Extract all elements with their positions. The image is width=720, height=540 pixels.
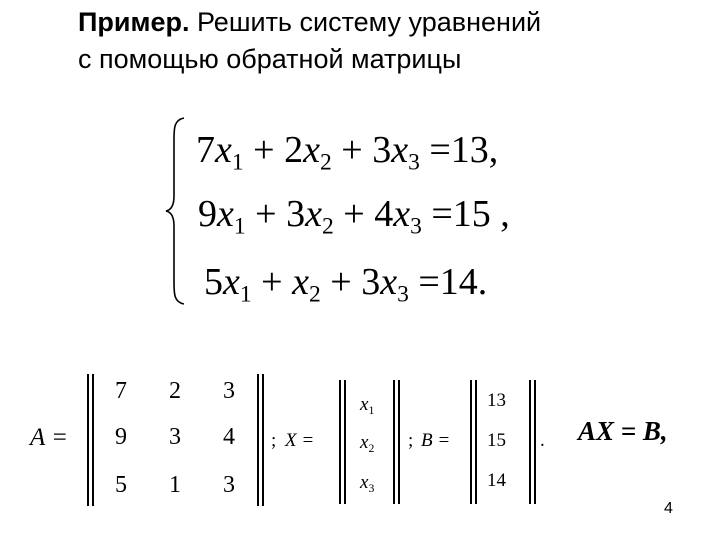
semicolon-2: ; [408,430,414,451]
title-line-1 [78,4,541,41]
vector-x-entry-3: $x_3$ [360,472,375,495]
matrix-a-cell: 3 [169,424,181,450]
matrix-a-left-bar-1 [87,374,89,506]
slide-title [78,4,541,78]
eq2-coef-2: 3 [286,193,306,235]
matrix-a-cell: 3 [223,378,235,404]
matrix-a-cell: 3 [223,472,235,498]
page-number: 4 [664,500,673,517]
matrix-a-cell: 5 [115,472,127,498]
eq2-var-3: $x_3$ [393,193,422,240]
matrix-a-cell: 1 [169,472,181,498]
vector-x-left-bar-1 [339,380,341,504]
eq3-rhs: 14. [439,261,488,303]
eq3-var-1: $x_1$ [223,261,252,308]
matrix-equation: AX = B, [578,416,668,446]
matrix-a-cell: 2 [169,378,181,404]
eq1-coef-3: 3 [372,129,392,171]
matrix-a-cell: 7 [115,378,127,404]
eq1-var-2: $x_2$ [303,129,332,176]
eq1-var-1: $x_1$ [215,129,244,176]
matrix-a-cell: 9 [115,424,127,450]
eq2-coef-3: 4 [374,193,394,235]
equation-row-1 [196,130,498,183]
semicolon-1: ; [271,430,277,451]
eq3-var-2: $x_2$ [292,261,321,308]
eq3-equals: = [418,261,440,303]
vector-x-entry-1: $x_1$ [360,394,375,417]
vector-b-entry-1: 13 [487,390,506,411]
eq1-equals: = [429,129,451,171]
vector-x-right-bar-1 [393,380,395,504]
matrix-a-right-bar-1 [257,374,259,506]
eq1-plus-1: + [253,129,275,171]
eq1-rhs: 13, [450,129,499,171]
vector-x-left-bar-2 [344,380,346,504]
eq2-coef-1: 9 [198,193,217,235]
eq2-plus-1: + [255,193,277,235]
matrix-a-left-bar-2 [92,374,94,506]
eq3-plus-2: + [330,261,352,303]
eq1-coef-2: 2 [284,129,304,171]
vector-x-entry-2: $x_2$ [360,432,375,455]
equation-row-2 [198,194,510,247]
title-line-2: с помощью обратной матрицы [78,44,462,74]
title-line-1-text: Решить систему уравнений [189,7,542,37]
vector-b-left-bar-2 [475,380,477,504]
eq2-plus-2: + [343,193,365,235]
vector-b-right-bar-1 [529,380,531,504]
eq2-rhs: 15 , [452,193,510,235]
eq2-equals: = [431,193,453,235]
vector-b-label: B = [421,430,451,451]
vector-b-period: . [540,430,545,451]
eq1-coef-1: 7 [196,129,215,171]
matrix-a-right-bar-2 [262,374,264,506]
eq1-plus-2: + [341,129,363,171]
matrix-a-label: A = [30,424,68,451]
vector-b-entry-2: 15 [487,430,506,451]
vector-x-right-bar-2 [398,380,400,504]
vector-b-left-bar-1 [470,380,472,504]
vector-x-label: X = [285,430,315,451]
equation-row-3 [204,262,487,315]
eq1-var-3: $x_3$ [391,129,420,176]
eq3-plus-1: + [261,261,283,303]
vector-b-entry-3: 14 [487,470,506,491]
system-brace [164,116,186,306]
eq2-var-1: $x_1$ [217,193,246,240]
eq3-coef-3: 3 [361,261,381,303]
eq3-coef-1: 5 [204,261,223,303]
eq3-var-3: $x_3$ [380,261,409,308]
vector-b-right-bar-2 [534,380,536,504]
matrix-a-cell: 4 [223,424,235,450]
eq2-var-2: $x_2$ [305,193,334,240]
title-bold: Пример. [78,7,190,37]
